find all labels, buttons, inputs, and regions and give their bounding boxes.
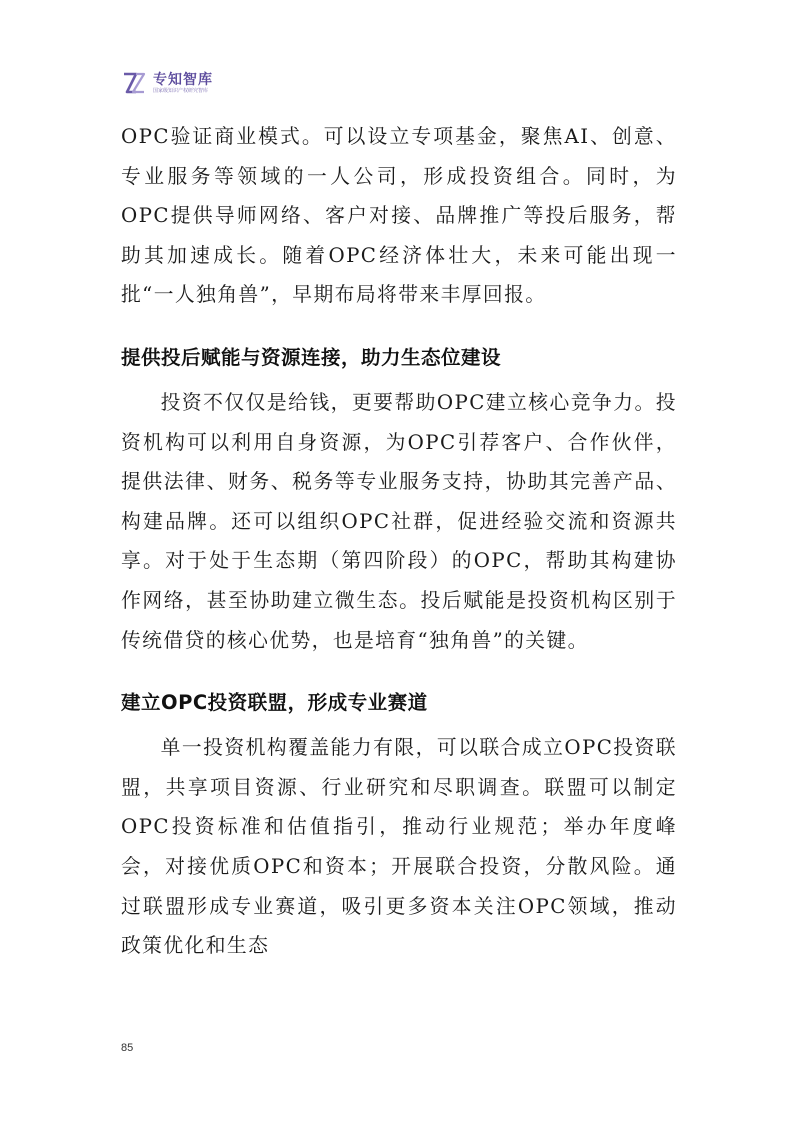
paragraph-3: 单一投资机构覆盖能力有限，可以联合成立OPC投资联盟，共享项目资源、行业研究和尽职调查。联盟可以制定OPC投资标准和估值指引，推动行业规范；举办年度峰会，对接优质OPC和资本；开展联合投资，分散风险。通过联盟形成专业赛道，吸引更多资本关注OPC领域，推动政策优化和生态 xyxy=(121,736,677,958)
document-body xyxy=(121,117,677,966)
header-logo xyxy=(121,70,213,96)
paragraph-1: OPC验证商业模式。可以设立专项基金，聚焦AI、创意、专业服务等领域的一人公司，形成投资组合。同时，为OPC提供导师网络、客户对接、品牌推广等投后服务，帮助其加速成长。随着OPC经济体壮大，未来可能出现一批“一人独角兽”，早期布局将带来丰厚回报。 xyxy=(121,125,677,307)
page-number: 85 xyxy=(121,1042,134,1054)
zl-logo-icon xyxy=(121,70,147,96)
paragraph-2: 投资不仅仅是给钱，更要帮助OPC建立核心竞争力。投资机构可以利用自身资源，为OPC引荐客户、合作伙伴，提供法律、财务、税务等专业服务支持，协助其完善产品、构建品牌。还可以组织OPC社群，促进经验交流和资源共享。对于处于生态期（第四阶段）的OPC，帮助其构建协作网络，甚至协助建立微生态。投后赋能是投资机构区别于传统借贷的核心优势，也是培育“独角兽”的关键。 xyxy=(121,390,677,652)
section-heading-1: 提供投后赋能与资源连接，助力生态位建设 xyxy=(121,345,502,369)
logo-name: 专知智库 xyxy=(153,71,213,88)
section-heading-2: 建立OPC投资联盟，形成专业赛道 xyxy=(121,691,428,715)
logo-tagline: 国家级知识产权研究智库 xyxy=(153,87,209,94)
